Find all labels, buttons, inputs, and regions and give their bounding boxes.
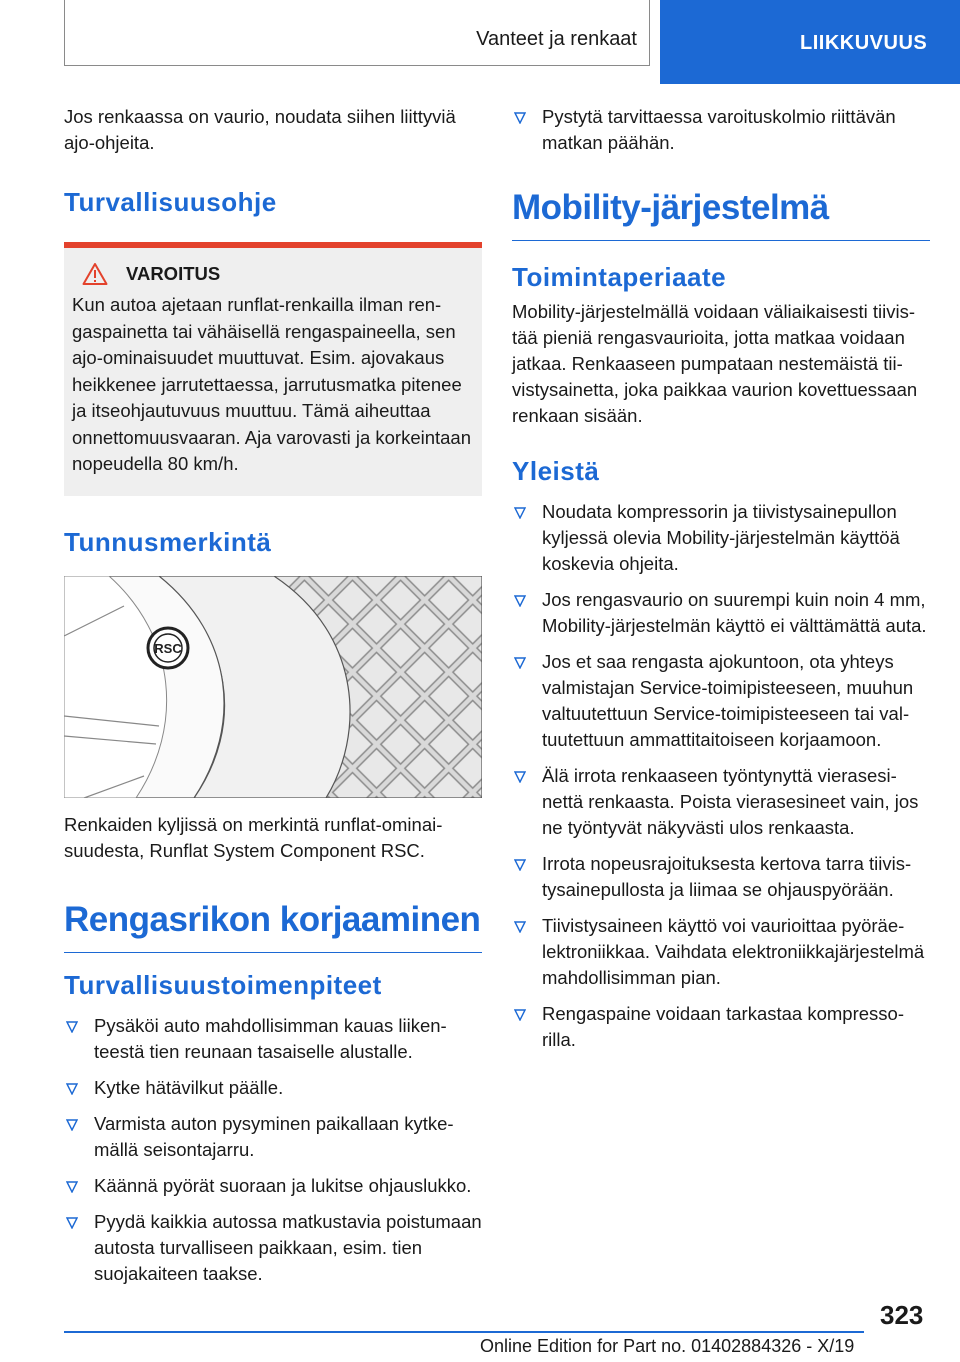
principle-text: Mobility-järjestelmällä voidaan väliaikaisesti tiivistää pieniä rengasvaurioita, jotta matkaa voidaan jatkaa. Renkaaseen pumpataan nestemäistä tiivistysainetta, joka paikkaa vaurion kovettuessaan renkaan sisään.	[512, 301, 918, 426]
image-caption: Renkaiden kyljissä on merkintä runflat-ominaisuudesta, Runflat System Component RSC.	[64, 813, 443, 861]
list-item	[512, 763, 930, 841]
triangle-bullet-icon	[66, 1181, 78, 1193]
list-item-text: Varmista auton pysyminen paikallaan kytkemällä seisontajarru.	[94, 1112, 454, 1160]
warning-box	[64, 242, 482, 496]
footer-divider	[64, 1331, 864, 1333]
list-item-text: Kytke hätävilkut päälle.	[94, 1076, 284, 1098]
header-chapter-title: LIIKKUVUUS	[800, 32, 928, 54]
list-item	[64, 1111, 482, 1163]
list-item-text: Jos rengasvaurio on suurempi kuin noin 4 mm, Mobility-järjestelmän käyttö ei välttämättä auta.	[542, 589, 927, 636]
triangle-bullet-icon	[514, 771, 526, 783]
list-item-text: Pysäköi auto mahdollisimman kauas liikenteestä tien reunaan tasaiselle alustalle.	[94, 1014, 447, 1062]
triangle-bullet-icon	[66, 1083, 78, 1095]
page-number: 323	[880, 1300, 924, 1330]
triangle-bullet-icon	[514, 657, 526, 669]
repair-heading: Rengasrikon korjaaminen	[64, 898, 482, 953]
list-item	[512, 1001, 930, 1053]
top-list	[512, 104, 930, 156]
marking-heading: Tunnusmerkintä	[64, 526, 272, 557]
rsc-logo-text: RSC	[154, 640, 182, 656]
header-section-title: Vanteet ja renkaat	[476, 28, 637, 50]
footer-edition-text: Online Edition for Part no. 01402884326 - X/19	[480, 1336, 855, 1356]
triangle-bullet-icon	[514, 507, 526, 519]
list-item	[64, 1013, 482, 1065]
triangle-bullet-icon	[514, 112, 526, 124]
measures-list	[64, 1013, 482, 1287]
mobility-heading: Mobility-järjestelmä	[512, 186, 930, 241]
triangle-bullet-icon	[514, 921, 526, 933]
tire-sidewall-image	[64, 576, 482, 798]
list-item-text: Älä irrota renkaaseen työntynyttä vierasesinettä renkaasta. Poista vierasesineet vain, jos ne työntyvät näkyvästi ulos renkaasta.	[542, 765, 919, 838]
list-item	[64, 1075, 482, 1101]
list-item	[512, 913, 930, 991]
general-heading: Yleistä	[512, 456, 600, 486]
principle-heading: Toimintaperiaate	[512, 262, 727, 292]
triangle-bullet-icon	[514, 595, 526, 607]
triangle-bullet-icon	[66, 1021, 78, 1033]
list-item	[512, 499, 930, 577]
triangle-bullet-icon	[66, 1119, 78, 1131]
warning-text: Kun autoa ajetaan runflat-renkailla ilman rengaspainetta tai vähäisellä rengaspaineella, sen ajo-ominaisuudet muuttuvat. Esim. ajovakaus heikkenee jarrutettaessa, jarrutusmatka pitenee ja itseohjautuvuus muuttuu. Tämä aiheuttaa onnettomuusvaaran. Aja varovasti ja korkeintaan nopeudella 80 km/h.	[72, 294, 472, 474]
measures-heading: Turvallisuustoimenpiteet	[64, 969, 382, 1000]
triangle-bullet-icon	[66, 1217, 78, 1229]
list-item-text: Pyydä kaikkia autossa matkustavia poistumaan autosta turvalliseen paikkaan, esim. tien suojakaiteen taakse.	[94, 1210, 482, 1284]
list-item	[64, 1173, 482, 1199]
tire-illustration	[64, 576, 482, 798]
list-item	[512, 104, 930, 156]
triangle-bullet-icon	[514, 859, 526, 871]
safety-heading: Turvallisuusohje	[64, 187, 277, 217]
general-list	[512, 499, 930, 1053]
list-item	[512, 649, 930, 753]
header-section-box	[64, 0, 650, 66]
list-item-text: Jos et saa rengasta ajokuntoon, ota yhteys valmistajan Service-toimipisteeseen, muuhun valtuutettuun Service-toimipisteeseen tai valtuutettuun ammattitaitoiseen korjaamoon.	[542, 651, 914, 750]
warning-title-row	[72, 262, 474, 286]
warning-title: VAROITUS	[126, 263, 221, 284]
list-item	[512, 587, 930, 639]
list-item	[512, 851, 930, 903]
intro-text: Jos renkaassa on vaurio, noudata siihen liittyviä ajo-ohjeita.	[64, 106, 456, 153]
header-chapter-tab	[660, 0, 960, 84]
warning-triangle-icon	[82, 262, 108, 286]
list-item-text: Rengaspaine voidaan tarkastaa kompressorilla.	[542, 1003, 904, 1050]
list-item-text: Pystytä tarvittaessa varoituskolmio riittävän matkan päähän.	[542, 106, 896, 153]
list-item	[64, 1209, 482, 1287]
list-item-text: Irrota nopeusrajoituksesta kertova tarra tiivistysainepullosta ja liimaa se ohjauspyörään.	[542, 853, 912, 900]
list-item-text: Noudata kompressorin ja tiivistysainepullon kyljessä olevia Mobility-järjestelmän käyttöä koskevia ohjeita.	[542, 501, 900, 574]
list-item-text: Käännä pyörät suoraan ja lukitse ohjauslukko.	[94, 1174, 472, 1196]
right-column	[512, 104, 930, 1063]
list-item-text: Tiivistysaineen käyttö voi vaurioittaa pyöräelektroniikkaa. Vaihdata elektroniikkajärjestelmä mahdollisimman pian.	[542, 915, 925, 988]
rsc-logo-icon	[148, 628, 188, 668]
triangle-bullet-icon	[514, 1009, 526, 1021]
left-column	[64, 104, 482, 1297]
